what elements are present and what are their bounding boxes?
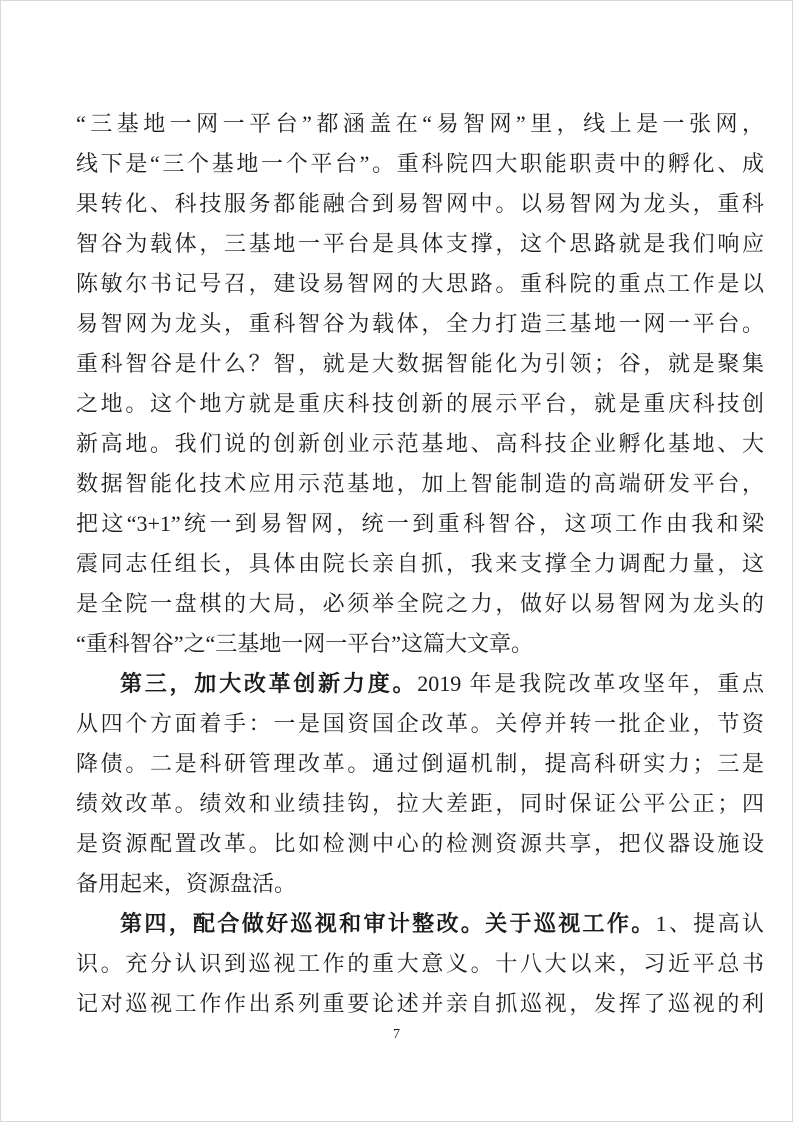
text-line — [76, 424, 764, 464]
body-text: 震同志任组长，具体由院长亲自抓，我来支撑全力调配力量，这 — [76, 551, 764, 576]
page-number: 7 — [393, 1027, 400, 1042]
body-text: 降债。二是科研管理改革。通过倒逼机制，提高科研实力；三是 — [76, 751, 764, 776]
body-text: 重科智谷是什么？智，就是大数据智能化为引领；谷，就是聚集 — [76, 351, 764, 376]
text-line — [76, 464, 764, 504]
body-text: 陈敏尔书记号召，建设易智网的大思路。重科院的重点工作是以 — [76, 271, 764, 296]
body-text: 把这“3+1”统一到易智网，统一到重科智谷，这项工作由我和梁 — [76, 511, 764, 536]
body-text: 记对巡视工作作出系列重要论述并亲自抓巡视，发挥了巡视的利 — [76, 991, 764, 1016]
body-text: 绩效改革。绩效和业绩挂钩，拉大差距，同时保证公平公正；四 — [76, 791, 764, 816]
text-line — [76, 984, 764, 1024]
text-line — [76, 544, 764, 584]
text-line — [76, 304, 764, 344]
text-line — [76, 784, 764, 824]
text-line — [76, 704, 764, 744]
body-text: 数据智能化技术应用示范基地，加上智能制造的高端研发平台， — [76, 471, 764, 496]
text-line — [76, 744, 764, 784]
body-text: 是全院一盘棋的大局，必须举全院之力，做好以易智网为龙头的 — [76, 591, 764, 616]
body-text: 新高地。我们说的创新创业示范基地、高科技企业孵化基地、大 — [76, 431, 764, 456]
body-text: 备用起来，资源盘活。 — [76, 871, 297, 896]
body-text: 易智网为龙头，重科智谷为载体，全力打造三基地一网一平台。 — [76, 311, 764, 336]
body-text: 从四个方面着手：一是国资国企改革。关停并转一批企业，节资 — [76, 711, 764, 736]
body-text: 果转化、科技服务都能融合到易智网中。以易智网为龙头，重科 — [76, 191, 764, 216]
body-text: “三基地一网一平台”都涵盖在“易智网”里，线上是一张网， — [76, 111, 764, 136]
text-line — [76, 224, 764, 264]
body-text: 智谷为载体，三基地一平台是具体支撑，这个思路就是我们响应 — [76, 231, 764, 256]
body-text: 1、提高认 — [655, 911, 764, 936]
text-line — [76, 624, 764, 664]
text-line — [76, 384, 764, 424]
text-line — [76, 344, 764, 384]
text-line — [76, 104, 764, 144]
text-line — [76, 584, 764, 624]
text-line — [76, 264, 764, 304]
text-line — [76, 664, 764, 704]
text-line — [76, 944, 764, 984]
body-text: 线下是“三个基地一个平台”。重科院四大职能职责中的孵化、成 — [76, 151, 764, 176]
body-text: 是资源配置改革。比如检测中心的检测资源共享，把仪器设施设 — [76, 831, 764, 856]
body-text: 2019 年是我院改革攻坚年，重点 — [417, 671, 764, 696]
text-line — [76, 824, 764, 864]
text-line — [76, 184, 764, 224]
body-text: 之地。这个地方就是重庆科技创新的展示平台，就是重庆科技创 — [76, 391, 764, 416]
text-line — [76, 864, 764, 904]
heading-text: 第四，配合做好巡视和审计整改。关于巡视工作。 — [120, 911, 656, 936]
text-line — [76, 504, 764, 544]
body-text: 识。充分认识到巡视工作的重大意义。十八大以来，习近平总书 — [76, 951, 764, 976]
text-line — [76, 144, 764, 184]
text-line — [76, 904, 764, 944]
body-text: “重科智谷”之“三基地一网一平台”这篇大文章。 — [76, 631, 534, 656]
document-body-text — [76, 104, 764, 1024]
heading-text: 第三，加大改革创新力度。 — [120, 671, 418, 696]
